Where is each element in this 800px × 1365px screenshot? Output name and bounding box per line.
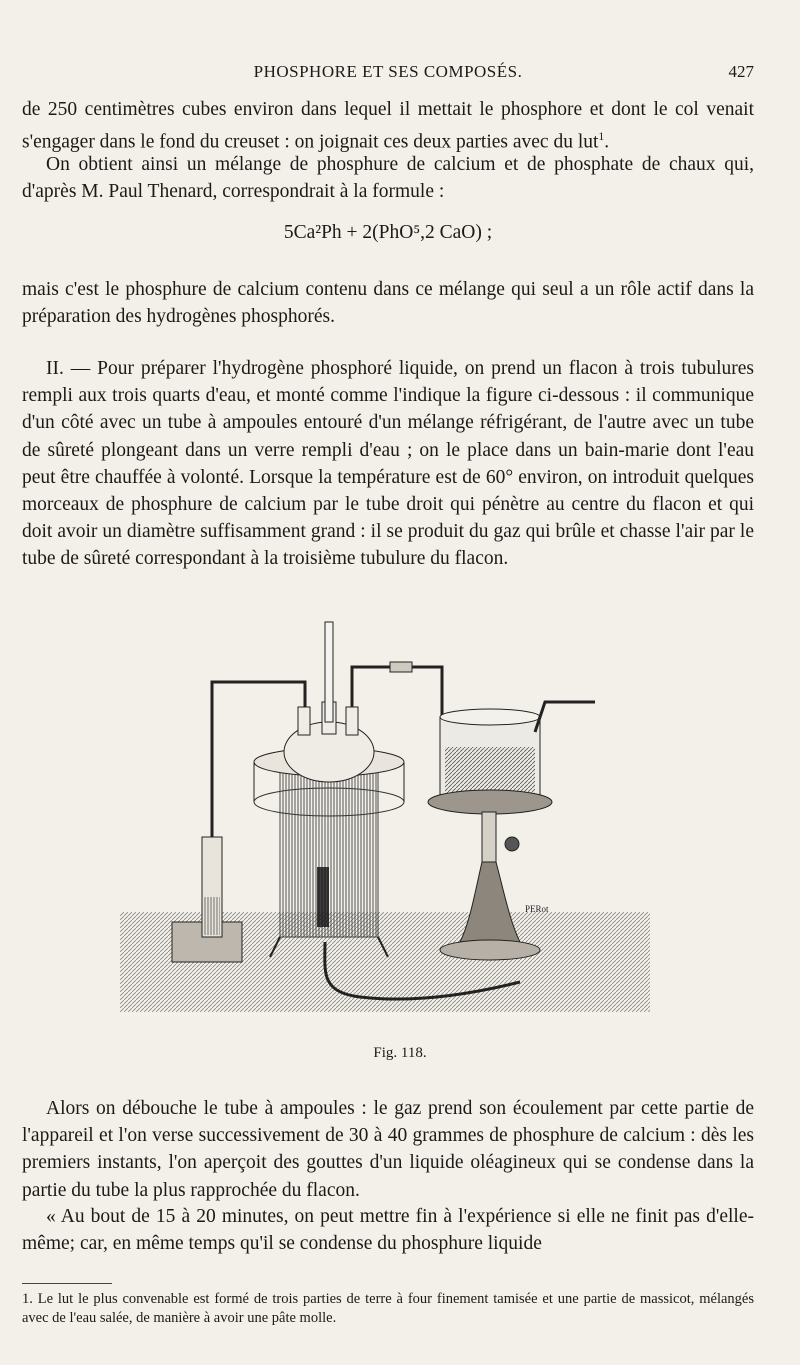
paragraph-2: On obtient ainsi un mélange de phosphure de calcium et de phosphate de chaux qui, d'après M. Paul Thenard, correspondrait à la formule : bbox=[22, 154, 754, 203]
center-tube bbox=[325, 622, 333, 722]
stand-base bbox=[440, 940, 540, 960]
paragraph-4: II. — Pour préparer l'hydrogène phosphoré liquide, on prend un flacon à trois tubulures rempli aux trois quarts d'eau, et monté comme l'indique la figure ci-dessous : il communique d'un côté avec un tube à ampoules entouré d'un mélange réfrigérant, de l'autre avec un tube de sûreté plongeant dans un verre rempli d'eau ; on le place dans un bain-marie dont l'eau peut être chauffée à volonté. Lorsque la température est de 60° environ, on introduit quelques morceaux de phosphure de calcium par le tube droit qui pénètre au centre du flacon et qui doit avoir un diamètre suffisamment grand : il se produit du gaz qui brûle et chasse l'air par le tube de sûreté correspondant à la troisième tubulure du flacon. bbox=[22, 358, 754, 570]
footnote-ref: 1 bbox=[598, 130, 605, 144]
stand-column bbox=[460, 862, 520, 942]
figure-caption: Fig. 118. bbox=[373, 1045, 427, 1061]
footnote-rule bbox=[22, 1283, 112, 1284]
page-number: 427 bbox=[728, 62, 754, 81]
paragraph-1: de 250 centimètres cubes environ dans lequel il mettait le phosphore et dont le col venait s'engager dans le fond du creuset : on joignait ces deux parties avec du lut$^1$. bbox=[22, 99, 754, 153]
paragraph-1-text: de 250 centimètres cubes environ dans lequel il mettait le phosphore et dont le col venait s'engager dans le fond du creuset : on joignait ces deux parties avec du lut bbox=[22, 99, 754, 153]
apparatus-engraving bbox=[120, 612, 650, 1022]
footnote: 1. Le lut le plus convenable est formé de trois parties de terre à four finement tamisée et une partie de massicot, mélangés avec de l'eau salée, de manière à avoir une pâte molle. bbox=[22, 1291, 754, 1326]
chemical-formula: 5Ca²Ph + 2(PhO⁵,2 CaO) ; bbox=[283, 222, 493, 243]
stand-plate bbox=[428, 790, 552, 814]
engraver-signature: PERot bbox=[525, 904, 549, 914]
paragraph-6: « Au bout de 15 à 20 minutes, on peut mettre fin à l'expérience si elle ne finit pas d'elle-même; car, en même temps qu'il se condense du phosphure liquide bbox=[22, 1206, 754, 1255]
figure-apparatus bbox=[120, 612, 650, 1022]
paragraph-5: Alors on débouche le tube à ampoules : le gaz prend son écoulement par cette partie de l'appareil et l'on verse successivement de 30 à 40 grammes de phosphure de calcium : dès les premiers instants, l'on aperçoit des gouttes d'un liquide oléagineux qui se condense dans la partie du tube la plus rapprochée du flacon. bbox=[22, 1098, 754, 1201]
paragraph-3: mais c'est le phosphure de calcium contenu dans ce mélange qui seul a un rôle actif dans la préparation des hydrogènes phosphorés. bbox=[22, 279, 754, 328]
running-header bbox=[22, 62, 754, 86]
running-title: PHOSPHORE ET SES COMPOSÉS. bbox=[253, 62, 523, 81]
